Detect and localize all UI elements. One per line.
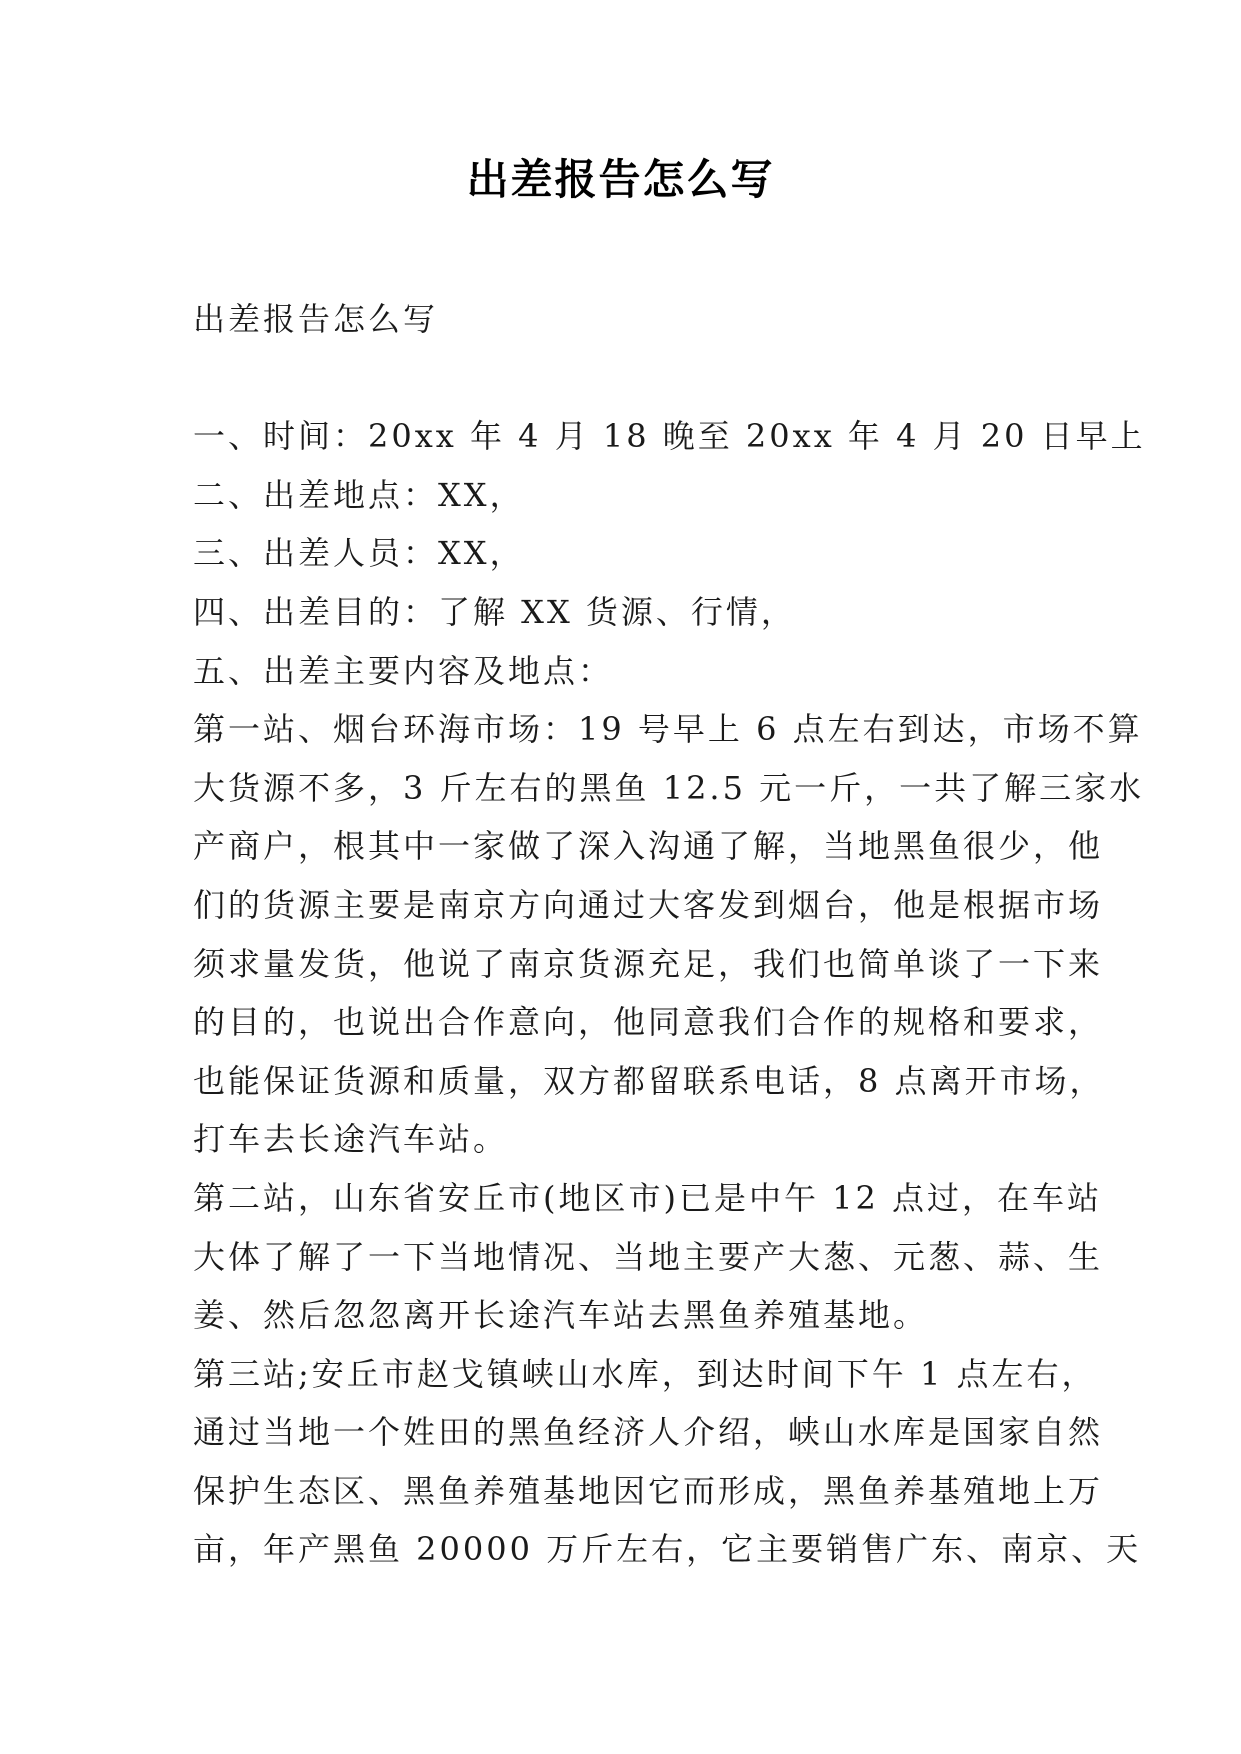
- body-line: 第二站，山东省安丘市(地区市)已是中午 12 点过，在车站: [193, 1178, 1103, 1217]
- body-line: 五、出差主要内容及地点：: [193, 651, 614, 690]
- body-line: 保护生态区、黑鱼养殖基地因它而形成，黑鱼养基殖地上万: [193, 1471, 1104, 1510]
- body-line: 第三站;安丘市赵戈镇峡山水库，到达时间下午 1 点左右，: [193, 1354, 1097, 1393]
- body-line: 也能保证货源和质量，双方都留联系电话，8 点离开市场，: [193, 1061, 1105, 1100]
- body-line: 的目的，也说出合作意向，他同意我们合作的规格和要求，: [193, 1003, 1104, 1042]
- body-line: 打车去长途汽车站。: [193, 1120, 509, 1159]
- body-line: 大货源不多，3 斤左右的黑鱼 12.5 元一斤，一共了解三家水: [193, 768, 1145, 807]
- body-line: 四、出差目的：了解 XX 货源、行情，: [193, 592, 796, 631]
- document-subtitle: 出差报告怎么写: [193, 300, 439, 338]
- body-line: 们的货源主要是南京方向通过大客发到烟台，他是根据市场: [193, 885, 1104, 924]
- body-line: 产商户，根其中一家做了深入沟通了解，当地黑鱼很少，他: [193, 827, 1104, 866]
- body-line: 通过当地一个姓田的黑鱼经济人介绍，峡山水库是国家自然: [193, 1413, 1104, 1452]
- body-line: 二、出差地点：XX，: [193, 475, 525, 514]
- body-line: 亩，年产黑鱼 20000 万斤左右，它主要销售广东、南京、天: [193, 1530, 1142, 1569]
- body-line: 三、出差人员：XX，: [193, 534, 525, 573]
- body-line: 姜、然后忽忽离开长途汽车站去黑鱼养殖基地。: [193, 1296, 929, 1335]
- body-line: 大体了解了一下当地情况、当地主要产大葱、元葱、蒜、生: [193, 1237, 1104, 1276]
- document-body: [193, 290, 1146, 1579]
- body-line: 须求量发货，他说了南京货源充足，我们也简单谈了一下来: [193, 944, 1104, 983]
- body-line: 一、时间：20xx 年 4 月 18 晚至 20xx 年 4 月 20 日早上: [193, 417, 1146, 456]
- document-title: 出差报告怎么写: [466, 155, 775, 204]
- body-line: 第一站、烟台环海市场：19 号早上 6 点左右到达，市场不算: [193, 710, 1143, 749]
